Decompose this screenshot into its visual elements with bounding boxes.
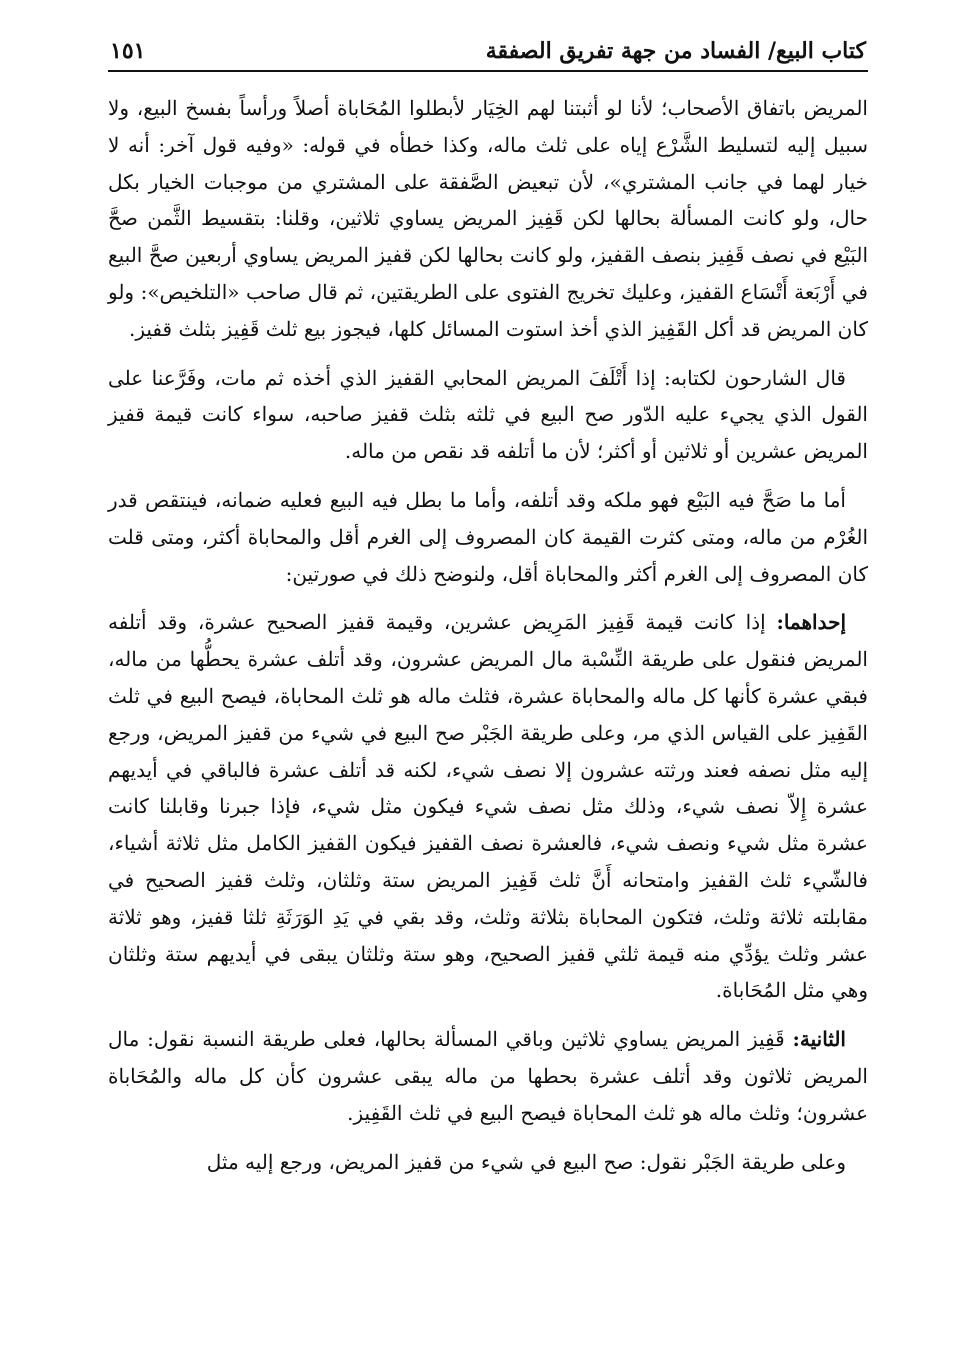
paragraph-text: إذا كانت قيمة قَفِيز المَرِيض عشرين، وقيمة قفيز الصحيح عشرة، وقد أتلفه المريض فنقول على طريقة النِّسْبة مال المريض عشرون، وقد أتلف عشرة يحطُّها من ماله، فبقي عشرة كأنها كل ماله والمحاباة عشرة، فثلث ماله هو ثلث المحاباة، فيصح البيع في ثلث القَفِيز على القياس الذي مر، وعلى طريقة الجَبْر صح البيع في شيء من قفيز المريض، ورجع إليه مثل نصفه فعند ورثته عشرون إلا نصف شيء، لكنه قد أتلف عشرة فالباقي في أيديهم عشرة إِلاّ نصف شيء، وذلك مثل نصف شيء فيكون مثل شيء، فإذا جبرنا وقابلنا كانت عشرة مثل شيء ونصف شيء، فالعشرة نصف القفيز فيكون القفيز الكامل مثل ثلاثة أشياء، فالشّيء ثلث القفيز وامتحانه أَنَّ ثلث قَفِيز المريض ستة وثلثان، وثلث قفيز الصحيح في مقابلته ثلاثة وثلث، فتكون المحاباة بثلاثة وثلث، وقد بقي في يَدِ الوَرَثَةِ ثلثا قفيز، وهو ثلاثة عشر وثلث يؤدِّي منه قيمة ثلثي قفيز الصحيح، وهو ستة وثلثان يبقى في أيديهم ستة وثلثان وهي مثل المُحَاباة.: [108, 610, 868, 1003]
page-body: [108, 72, 868, 1180]
paragraph-text: أما ما صَحَّ فيه البَيْع فهو ملكه وقد أتلفه، وأما ما بطل فيه البيع فعليه ضمانه، فينتقص قدر الغُرْم من ماله، ومتى كثرت القيمة كان المصروف إلى الغرم أقل والمحاباة أكثر، ومتى قلت كان المصروف إلى الغرم أكثر والمحاباة أقل، ولنوضح ذلك في صورتين:: [108, 487, 868, 586]
paragraph-2: [108, 360, 868, 470]
paragraph-1: [108, 90, 868, 348]
page-number: ١٥١: [110, 38, 146, 64]
paragraph-6: [108, 1144, 868, 1181]
running-title: كتاب البيع/ الفساد من جهة تفريق الصفقة: [485, 38, 866, 64]
paragraph-text: قال الشارحون لكتابه: إذا أَتْلَفَ المريض المحابي القفيز الذي أخذه ثم مات، وفَرَّعنا على القول الذي يجيء عليه الدّور صح البيع في ثلثه بثلث قفيز صاحبه، سواء كانت قيمة قفيز المريض عشرين أو ثلاثين أو أكثر؛ لأن ما أتلفه قد نقص من ماله.: [108, 365, 868, 464]
paragraph-lead: إحداهما:: [776, 610, 846, 635]
paragraph-text: قَفِيز المريض يساوي ثلاثين وباقي المسألة بحالها، فعلى طريقة النسبة نقول: مال المريض ثلاثون وقد أتلف عشرة بحطها من ماله يبقى عشرون كأن كل ماله والمُحَاباة عشرون؛ وثلث ماله هو ثلث المحاباة فيصح البيع في ثلث القَفِيز.: [108, 1027, 868, 1125]
paragraph-lead: الثانية:: [792, 1027, 846, 1052]
page-header: [108, 28, 868, 72]
paragraph-5: [108, 1021, 868, 1131]
paragraph-4: [108, 604, 868, 1009]
paragraph-text: المريض باتفاق الأصحاب؛ لأنا لو أثبتنا لهم الخِيَار لأبطلوا المُحَاباة أصلاً ورأساً بفسخ البيع، ولا سبيل إليه لتسليط الشَّرْع إياه على ثلث ماله، وكذا خطأه في قوله: «وفيه قول آخر: أنه لا خيار لهما في جانب المشتري»، لأن تبعيض الصَّفقة على المشتري من موجبات الخيار بكل حال، ولو كانت المسألة بحالها لكن قَفِيز المريض يساوي ثلاثين، وقلنا: بتقسيط الثَّمن صحَّ البَيْع في نصف قَفِيز بنصف القفيز، ولو كانت بحالها لكن قفيز المريض يساوي أربعين صحَّ البيع في أَرْبَعة أَتْسَاع القفيز، وعليك تخريج الفتوى على الطريقتين، ثم قال صاحب «التلخيص»: ولو كان المريض قد أكل القَفِيز الذي أخذ استوت المسائل كلها، فيجوز بيع ثلث قَفِيز بثلث قفيز.: [108, 96, 868, 341]
paragraph-text: وعلى طريقة الجَبْر نقول: صح البيع في شيء من قفيز المريض، ورجع إليه مثل: [206, 1149, 846, 1174]
paragraph-3: [108, 482, 868, 592]
book-page: [108, 28, 868, 1348]
